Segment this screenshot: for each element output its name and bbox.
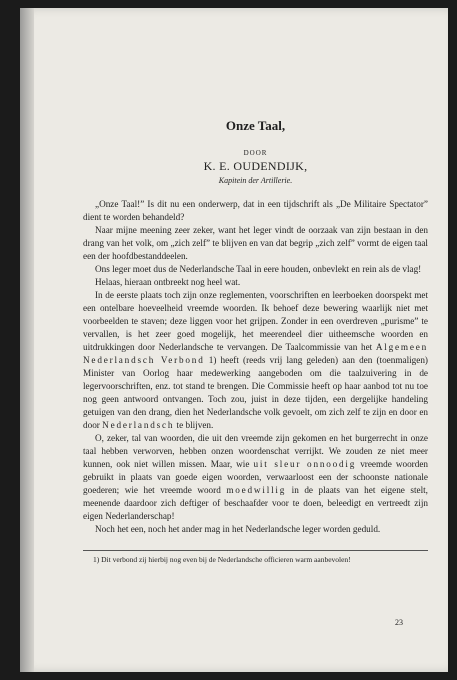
emphasis-moedwillig: moedwillig bbox=[226, 485, 287, 495]
footnote-divider bbox=[83, 550, 428, 551]
page-spine-shadow bbox=[20, 8, 34, 672]
emphasis-uit-sleur: uit sleur onnoodig bbox=[253, 459, 357, 469]
author-rank: Kapitein der Artillerie. bbox=[218, 176, 293, 185]
paragraph-6 bbox=[83, 432, 428, 523]
byline: DOOR bbox=[243, 149, 268, 157]
author-name: K. E. OUDENDIJK, bbox=[203, 159, 308, 173]
paragraph-7: Noch het een, noch het ander mag in het Nederlandsche leger worden geduld. bbox=[95, 524, 381, 534]
footnote: 1) Dit verbond zij hierbij nog even bij de Nederlandsche officieren warm aanbevolen! bbox=[93, 555, 351, 564]
article-text bbox=[83, 118, 428, 565]
emphasis-verbond: Algemeen Nederlandsch Verbond bbox=[83, 342, 428, 365]
paragraph-5 bbox=[83, 289, 428, 432]
paragraph-5-part-c: te blijven. bbox=[176, 420, 214, 430]
emphasis-nederlandsch: Nederlandsch bbox=[102, 420, 175, 430]
paragraph-4: Helaas, hieraan ontbreekt nog heel wat. bbox=[95, 277, 241, 287]
page-number: 23 bbox=[395, 618, 403, 627]
paragraph-5-part-b: 1) heeft (reeds vrij lang geleden) aan den (toenmaligen) Minister van Oorlog haar medewerking aangeboden om die taalzuivering in de legervoorschriften, enz. tot stand te brengen. Die Commissie heeft op haar aanbod tot nu toe nog geen antwoord ontvangen. Toch zou, juist in deze tijden, een dergelijke handeling getuigen van den drang, dien het Nederlandsche volk gevoelt, om zich zelf te zijn en door en door bbox=[83, 355, 428, 430]
paragraph-3: Ons leger moet dus de Nederlandsche Taal in eere houden, onbevlekt en rein als de vlag! bbox=[95, 264, 422, 274]
paragraph-5-part-a: In de eerste plaats toch zijn onze reglementen, voorschriften en leerboeken doorspekt met een ontelbare hoeveelheid vreemde woorden. Ik behoef deze bewering waarlijk niet met voorbeelden te staven; deze liggen voor het grijpen. Zonder in een overdreven „purisme” te vervallen, is het zeer goed mogelijk, het meerendeel dier uitheemsche woorden en uitdrukkingen door Nederlandsche te vervangen. De Taalcommissie van het bbox=[83, 290, 428, 352]
article-title: Onze Taal, bbox=[225, 118, 286, 133]
paragraph-6-part-b: vreemde woorden gebruikt in plaats van goede eigen woorden, verwaarloost een der schoonste nationale goederen; wie het vreemde woord bbox=[83, 459, 429, 495]
book-page bbox=[20, 8, 448, 672]
paragraph-1: „Onze Taal!” Is dit nu een onderwerp, dat in een tijdschrift als „De Militaire Spectator” dient te worden behandeld? bbox=[83, 199, 428, 222]
paragraph-2: Naar mijne meening zeer zeker, want het leger vindt de oorzaak van zijn bestaan in den drang van het volk, om „zich zelf” te blijven en van dat begrip „zich zelf” vormt de eigen taal een der hoofdbestanddeelen. bbox=[83, 225, 428, 261]
paragraph-6-part-a: O, zeker, tal van woorden, die uit den vreemde zijn gekomen en het burgerrecht in onze taal hebben verworven, hebben onzen woordenschat verrijkt. We zouden ze niet meer kunnen, ook niet willen missen. Maar, wie bbox=[83, 433, 428, 469]
paragraph-6-part-c: in de plaats van het eigene stelt, meenende daardoor zich deftiger of beschaafder voor te doen, beleedigt en vertreedt zijn eigen Nederlanderschap! bbox=[83, 485, 428, 521]
